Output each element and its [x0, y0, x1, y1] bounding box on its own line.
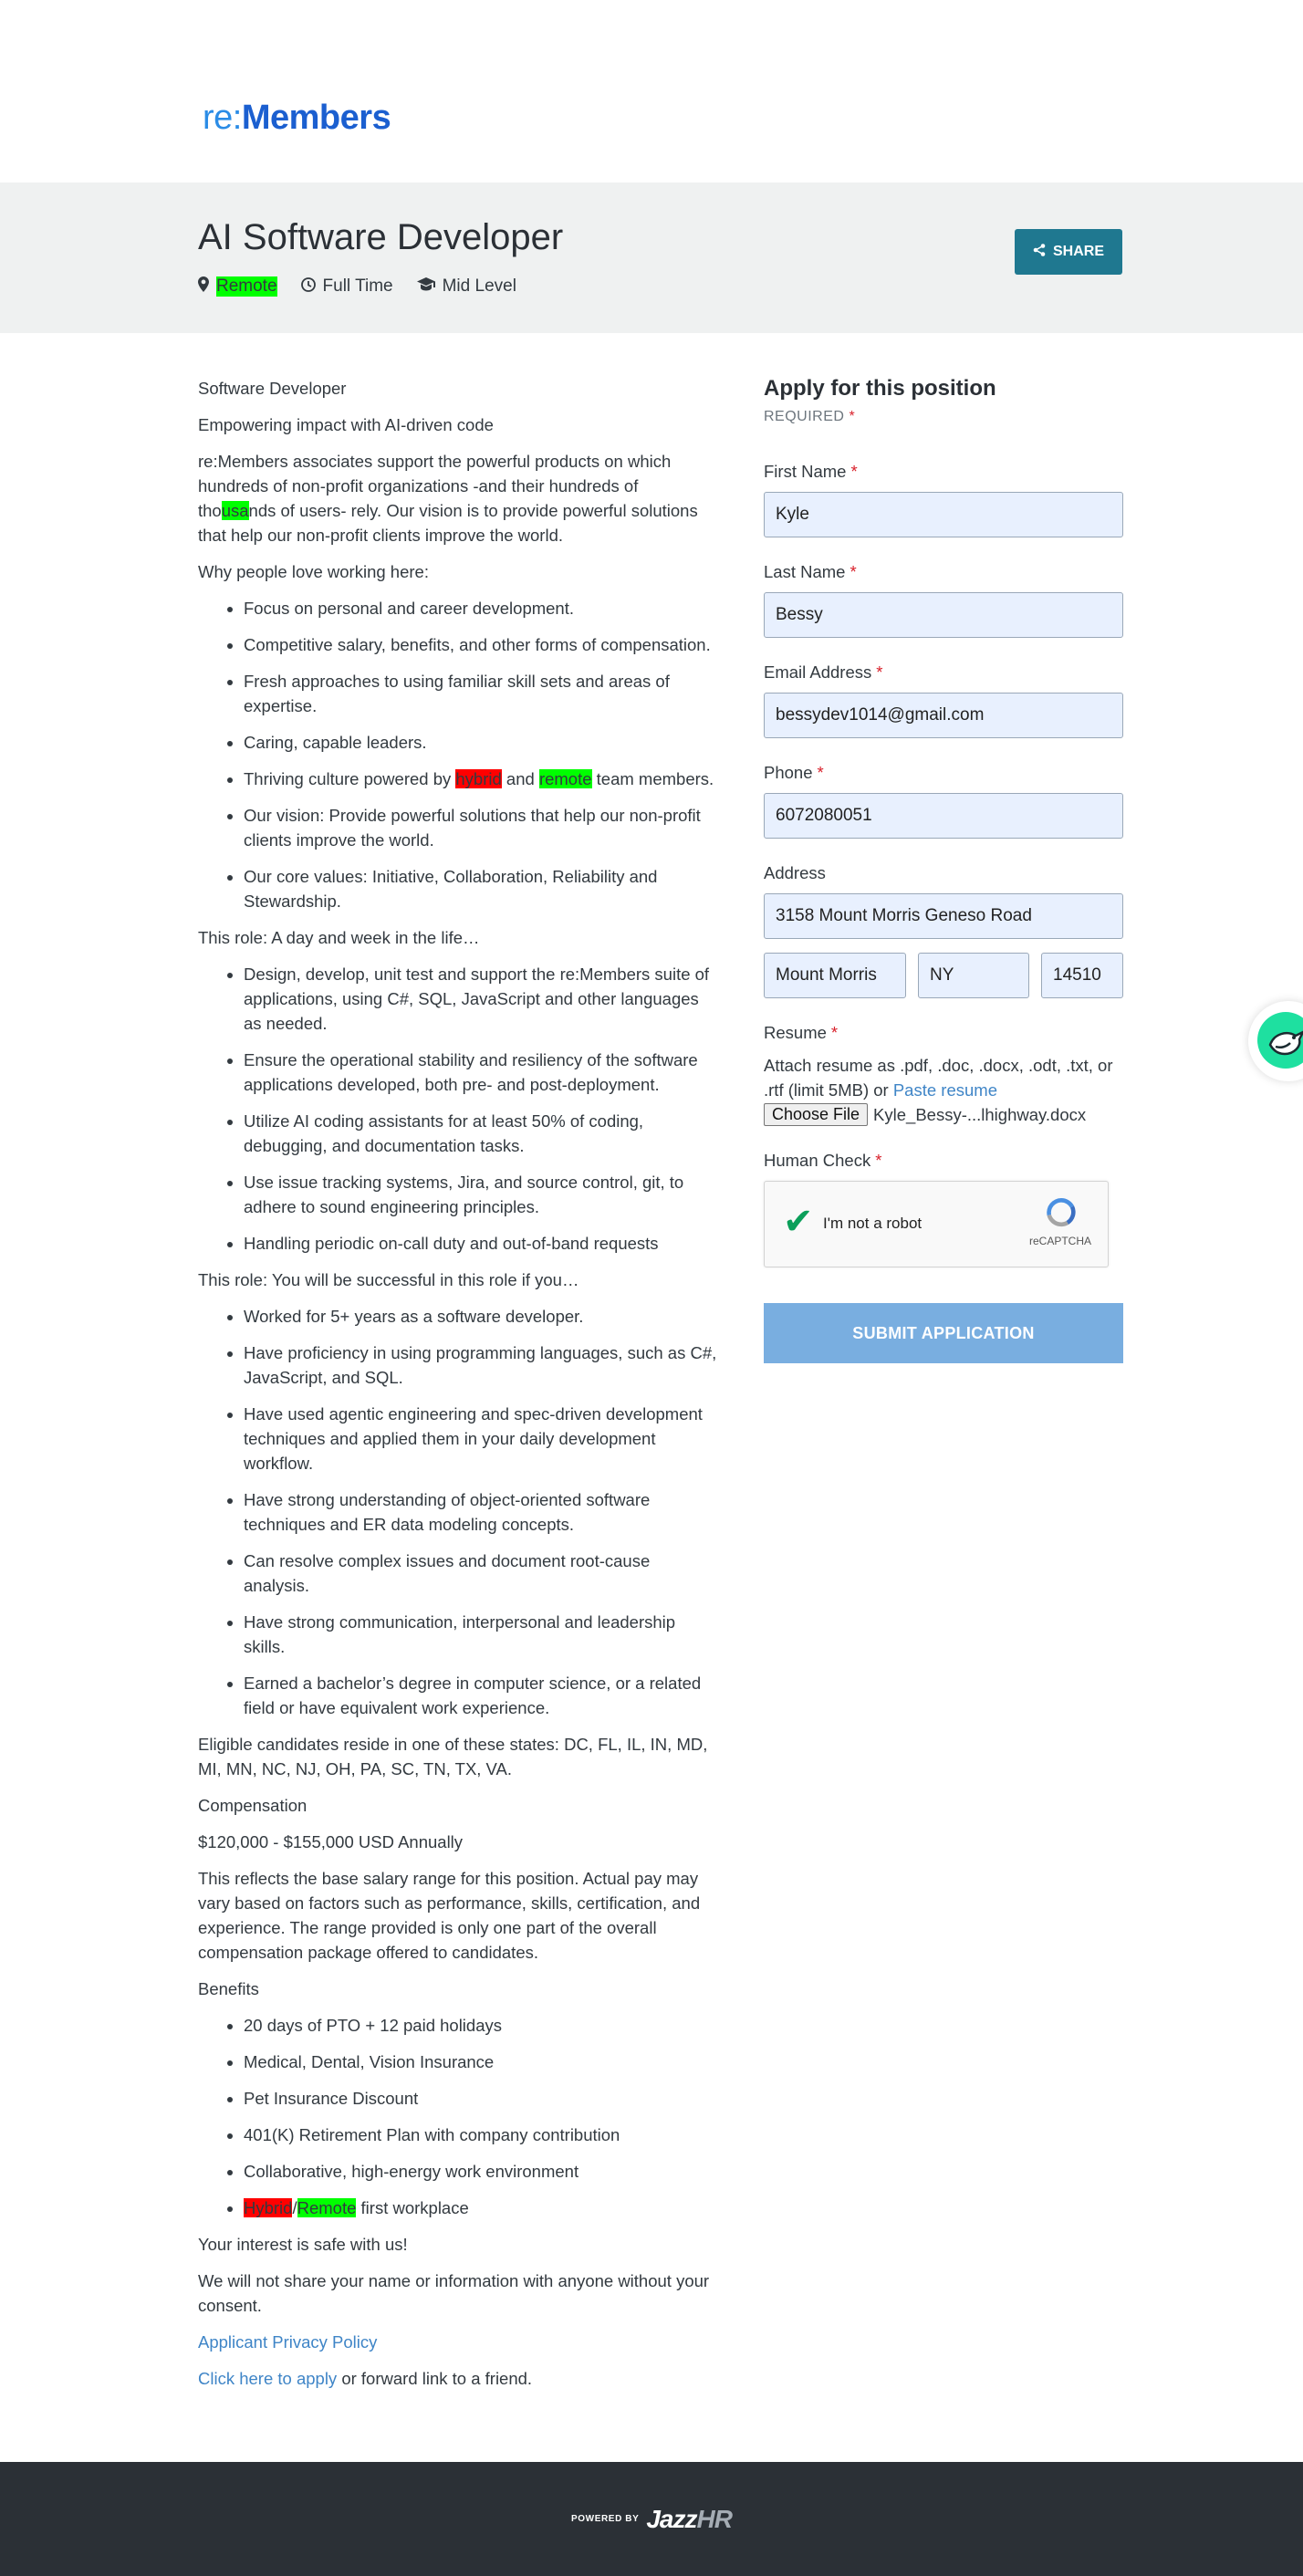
resume-label: Resume *	[764, 1023, 839, 1042]
street-input[interactable]: 3158 Mount Morris Geneso Road	[764, 893, 1123, 939]
list-item: • Our vision: Provide powerful solutions that help our non-profit clients improve the world.	[244, 803, 718, 852]
city-input[interactable]: Mount Morris	[764, 953, 906, 998]
description-paragraph: Eligible candidates reside in one of these states: DC, FL, IL, IN, MD, MI, MN, NC, NJ, OH, PA, SC, TN, TX, VA.	[198, 1735, 708, 1778]
description-paragraph: This role: A day and week in the life…	[198, 928, 480, 947]
job-header	[0, 183, 1303, 333]
list-item: • 20 days of PTO + 12 paid holidays	[244, 2013, 718, 2038]
privacy-policy-link[interactable]: Applicant Privacy Policy	[198, 2332, 378, 2352]
job-level: Mid Level	[417, 276, 516, 297]
list-item: • Caring, capable leaders.	[244, 730, 718, 755]
clock-icon	[301, 277, 316, 297]
description-paragraph: We will not share your name or information with anyone without your consent.	[198, 2271, 710, 2315]
list-item: • 401(K) Retirement Plan with company contribution	[244, 2122, 718, 2147]
privacy-paragraph	[198, 2330, 718, 2354]
share-button[interactable]: SHARE	[1015, 229, 1122, 275]
description-paragraph: re:Members associates support the powerful products on which hundreds of non-profit organizations -and their hundreds of thousands of users- rely. Our vision is to provide powerful solutions that help our non-profit clients improve the world.	[198, 452, 698, 545]
list-item: • Hybrid/Remote first workplace	[244, 2195, 718, 2220]
graduation-cap-icon	[417, 277, 435, 296]
email-group	[764, 662, 1123, 738]
list-item: • Thriving culture powered by hybrid and remote team members.	[244, 767, 718, 791]
paste-resume-link[interactable]: Paste resume	[892, 1080, 997, 1100]
list-item: • Can resolve complex issues and document root-cause analysis.	[244, 1549, 718, 1598]
list-item: • Design, develop, unit test and support the re:Members suite of applications, using C#, SQL, JavaScript and other languages as needed.	[244, 962, 718, 1036]
captcha-label: I'm not a robot	[823, 1215, 923, 1232]
footer	[0, 2462, 1303, 2576]
apply-paragraph: Click here to apply or forward link to a friend.	[198, 2369, 533, 2388]
list-item: • Collaborative, high-energy work environment	[244, 2159, 718, 2184]
address-group	[764, 863, 1123, 998]
required-asterisk: *	[849, 409, 856, 424]
phone-input[interactable]: 6072080051	[764, 793, 1123, 839]
description-paragraph: Why people love working here:	[198, 562, 429, 581]
benefits-list	[244, 2013, 718, 2220]
jazzhr-logo[interactable]: JazzHR	[646, 2504, 732, 2533]
description-paragraph: Benefits	[198, 1979, 259, 1998]
job-location: Remote	[198, 276, 277, 297]
salary-range: $120,000 - $155,000 USD Annually	[198, 1832, 464, 1851]
recaptcha-brand: reCAPTCHA	[1029, 1235, 1092, 1247]
powered-by-label: POWERED BY	[571, 2514, 640, 2524]
why-love-list	[244, 596, 718, 913]
selected-file-name: Kyle_Bessy-...lhighway.docx	[873, 1104, 1087, 1124]
last-name-label: Last Name *	[764, 562, 857, 581]
phone-label: Phone *	[764, 763, 824, 782]
list-item: • Pet Insurance Discount	[244, 2086, 718, 2111]
file-picker	[764, 1103, 1123, 1126]
list-item: • Have strong communication, interpersonal and leadership skills.	[244, 1610, 718, 1659]
job-type: Full Time	[301, 276, 393, 297]
logo-bar	[0, 0, 1303, 183]
resume-hint: Attach resume as .pdf, .doc, .docx, .odt, .txt, or .rtf (limit 5MB) or Paste resume	[764, 1056, 1113, 1100]
share-icon	[1033, 244, 1046, 260]
list-item: • Focus on personal and career development.	[244, 596, 718, 621]
list-item: • Use issue tracking systems, Jira, and source control, git, to adhere to sound engineering principles.	[244, 1170, 718, 1219]
list-item: • Fresh approaches to using familiar skill sets and areas of expertise.	[244, 669, 718, 718]
apply-link[interactable]: Click here to apply	[198, 2369, 338, 2388]
email-label: Email Address *	[764, 662, 883, 682]
choose-file-button[interactable]: Choose File	[764, 1103, 868, 1126]
description-paragraph: Your interest is safe with us!	[198, 2235, 408, 2254]
human-check-label: Human Check *	[764, 1151, 882, 1170]
list-item: • Earned a bachelor’s degree in computer science, or a related field or have equivalent work experience.	[244, 1671, 718, 1720]
job-title: AI Software Developer	[198, 217, 564, 257]
company-logo[interactable]: re:Members	[203, 99, 391, 137]
city-state-zip-row	[764, 953, 1123, 998]
job-meta	[198, 276, 540, 297]
submit-application-button[interactable]: SUBMIT APPLICATION	[764, 1303, 1123, 1363]
email-input[interactable]: bessydev1014@gmail.com	[764, 693, 1123, 738]
required-note: REQUIRED *	[764, 409, 856, 424]
list-item: • Ensure the operational stability and resiliency of the software applications developed, both pre- and post-deployment.	[244, 1048, 718, 1097]
first-name-label: First Name *	[764, 462, 858, 481]
job-description	[198, 376, 718, 2403]
last-name-group	[764, 562, 1123, 638]
description-paragraph: This role: You will be successful in this role if you…	[198, 1270, 579, 1289]
phone-group	[764, 763, 1123, 839]
day-in-life-list	[244, 962, 718, 1256]
form-heading: Apply for this position	[764, 376, 996, 401]
first-name-group	[764, 462, 1123, 537]
description-paragraph: Empowering impact with AI-driven code	[198, 415, 494, 434]
list-item: • Medical, Dental, Vision Insurance	[244, 2049, 718, 2074]
address-label: Address	[764, 863, 826, 882]
description-paragraph: Compensation	[198, 1796, 308, 1815]
success-list	[244, 1304, 718, 1720]
human-check-group	[764, 1151, 1123, 1267]
last-name-input[interactable]: Bessy	[764, 592, 1123, 638]
resume-group	[764, 1023, 1123, 1126]
checkmark-icon[interactable]: ✔	[783, 1202, 814, 1242]
list-item: • Have strong understanding of object-oriented software techniques and ER data modeling concepts.	[244, 1487, 718, 1537]
recaptcha-widget	[764, 1181, 1109, 1267]
list-item: • Have proficiency in using programming languages, such as C#, JavaScript, and SQL.	[244, 1340, 718, 1390]
bird-icon	[1257, 1012, 1303, 1069]
recaptcha-icon	[1043, 1194, 1079, 1231]
zip-input[interactable]: 14510	[1041, 953, 1123, 998]
list-item: • Our core values: Initiative, Collaboration, Reliability and Stewardship.	[244, 864, 718, 913]
chat-widget-button[interactable]	[1248, 1001, 1303, 1081]
list-item: • Competitive salary, benefits, and other forms of compensation.	[244, 632, 718, 657]
list-item: • Handling periodic on-call duty and out-of-band requests	[244, 1231, 718, 1256]
state-input[interactable]: NY	[918, 953, 1029, 998]
list-item: • Utilize AI coding assistants for at least 50% of coding, debugging, and documentation tasks.	[244, 1109, 718, 1158]
description-paragraph: Software Developer	[198, 379, 347, 398]
map-pin-icon	[198, 276, 209, 297]
first-name-input[interactable]: Kyle	[764, 492, 1123, 537]
list-item: • Have used agentic engineering and spec-driven development techniques and applied them in your daily development workflow.	[244, 1402, 718, 1476]
description-paragraph: This reflects the base salary range for this position. Actual pay may vary based on factors such as performance, skills, certification, and experience. The range provided is only one part of the overall compensation package offered to candidates.	[198, 1869, 701, 1962]
list-item: • Worked for 5+ years as a software developer.	[244, 1304, 718, 1329]
application-form	[764, 376, 1123, 1363]
